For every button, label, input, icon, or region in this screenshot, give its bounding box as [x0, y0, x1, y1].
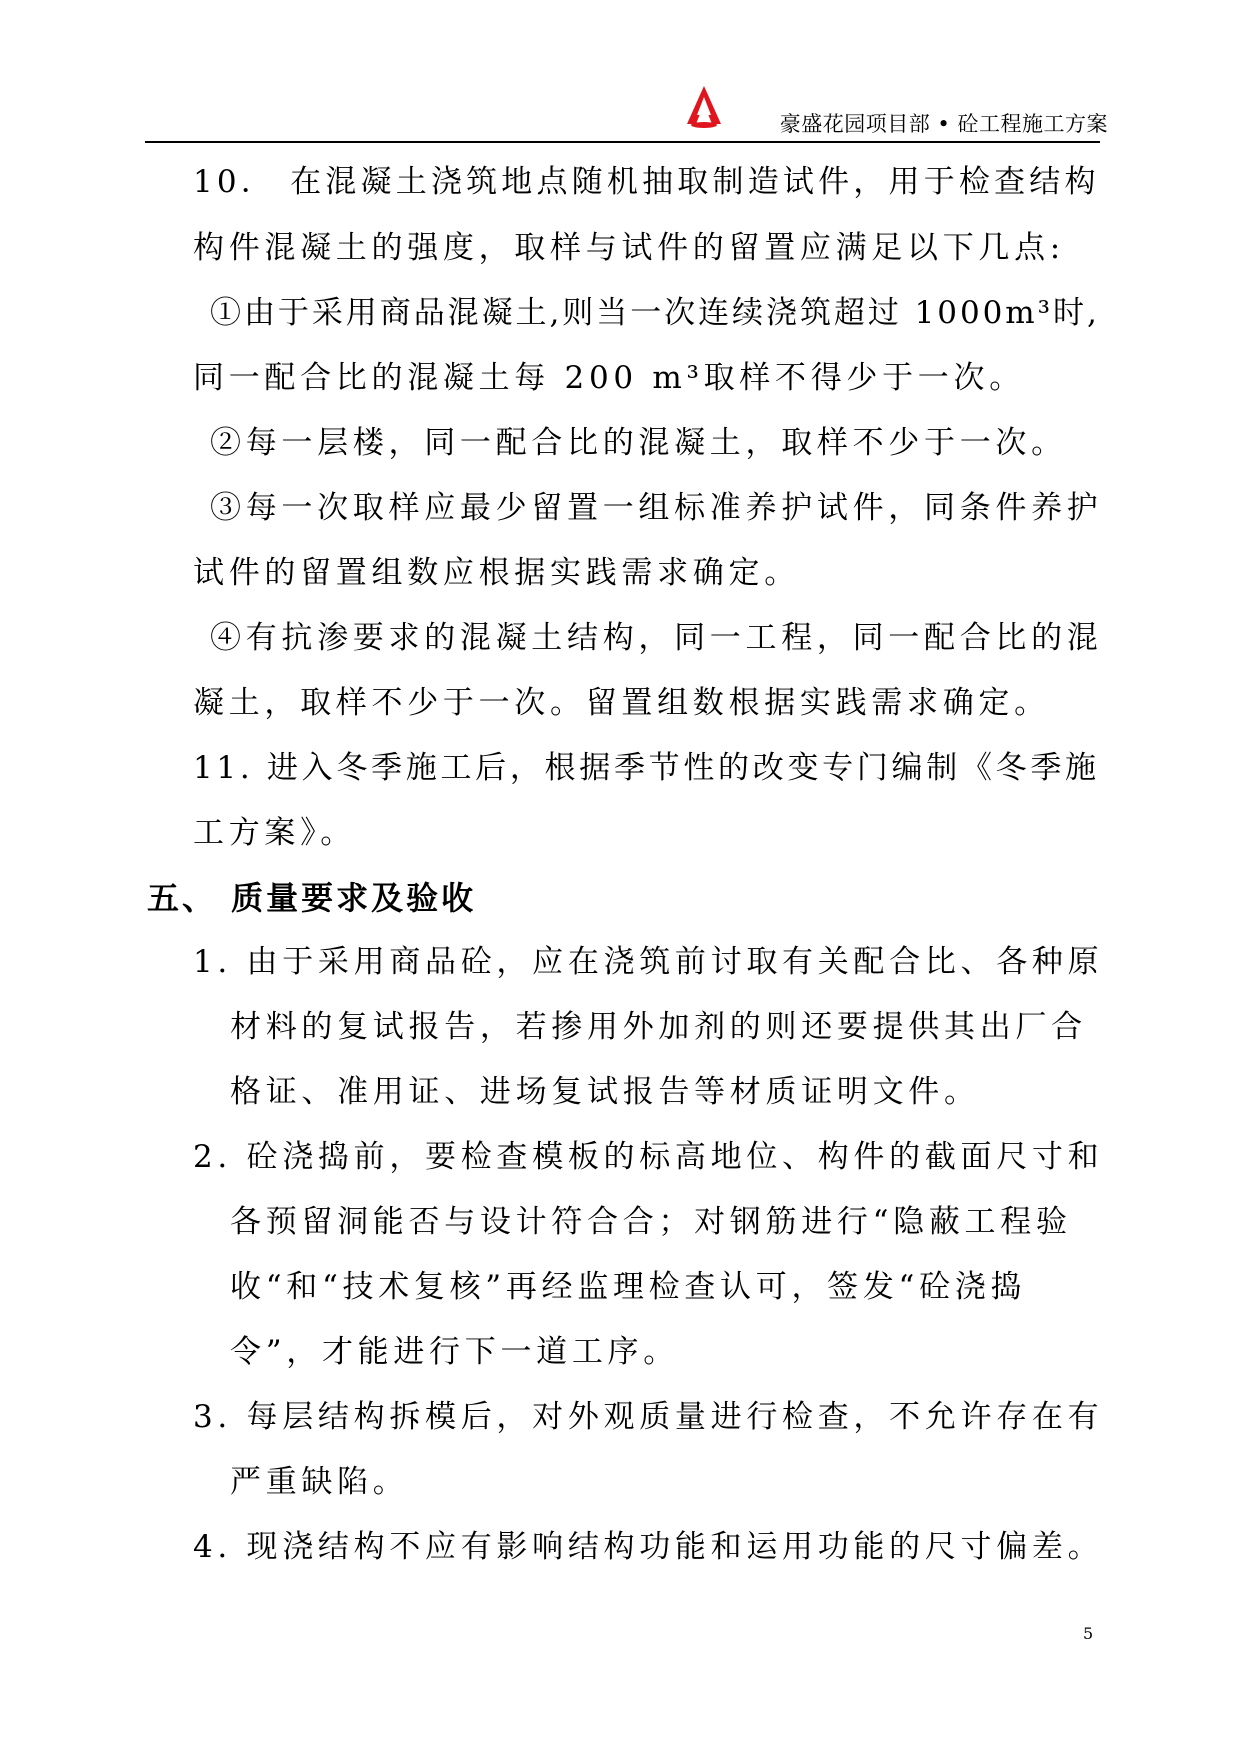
page-number: 5 [1083, 1624, 1094, 1643]
item10-sub1-line2: 同一配合比的混凝土每 200 m³取样不得少于一次。 [193, 360, 1025, 396]
section5-p4-line1: 4. 现浇结构不应有影响结构功能和运用功能的尺寸偏差。 [193, 1529, 1104, 1565]
item10-sub1-line1: ①由于采用商品混凝土,则当一次连续浇筑超过 1000m³时, [210, 295, 1100, 331]
company-logo-icon [684, 84, 724, 128]
item11-line1: 11. 进入冬季施工后，根据季节性的改变专门编制《冬季施 [193, 750, 1100, 786]
section5-p1-line2: 材料的复试报告，若掺用外加剂的则还要提供其出厂合 [230, 1009, 1087, 1045]
section5-p3-line1: 3. 每层结构拆模后，对外观质量进行检查，不允许存在有 [193, 1399, 1104, 1435]
item10-line2: 构件混凝土的强度，取样与试件的留置应满足以下几点: [193, 230, 1065, 266]
item11-line2: 工方案》。 [193, 815, 356, 851]
section5-p1-line3: 格证、准用证、进场复试报告等材质证明文件。 [230, 1074, 980, 1110]
header-title: 豪盛花园项目部 • 砼工程施工方案 [779, 112, 1108, 136]
item10-sub4-line1: ④有抗渗要求的混凝土结构，同一工程，同一配合比的混 [210, 620, 1103, 656]
item10-line1: 10． 在混凝土浇筑地点随机抽取制造试件，用于检查结构 [193, 164, 1100, 200]
item10-sub2: ②每一层楼，同一配合比的混凝土，取样不少于一次。 [210, 425, 1067, 461]
section5-heading: 五、 质量要求及验收 [147, 879, 477, 917]
item10-sub3-line2: 试件的留置组数应根据实践需求确定。 [193, 555, 800, 591]
item10-sub3-line1: ③每一次取样应最少留置一组标准养护试件，同条件养护 [210, 490, 1103, 526]
section5-p2-line2: 各预留洞能否与设计符合合；对钢筋进行“隐蔽工程验 [230, 1204, 1072, 1240]
section5-p2-line3: 收“和“技术复核”再经监理检查认可，签发“砼浇捣 [230, 1269, 1027, 1305]
item10-sub4-line2: 凝土，取样不少于一次。留置组数根据实践需求确定。 [193, 685, 1050, 721]
section5-p1-line1: 1. 由于采用商品砼，应在浇筑前讨取有关配合比、各种原 [193, 944, 1104, 980]
section5-p2-line4: 令”，才能进行下一道工序。 [230, 1334, 679, 1370]
section5-p2-line1: 2. 砼浇捣前，要检查模板的标高地位、构件的截面尺寸和 [193, 1139, 1104, 1175]
header-divider [145, 141, 1100, 143]
section5-p3-line2: 严重缺陷。 [230, 1464, 409, 1500]
